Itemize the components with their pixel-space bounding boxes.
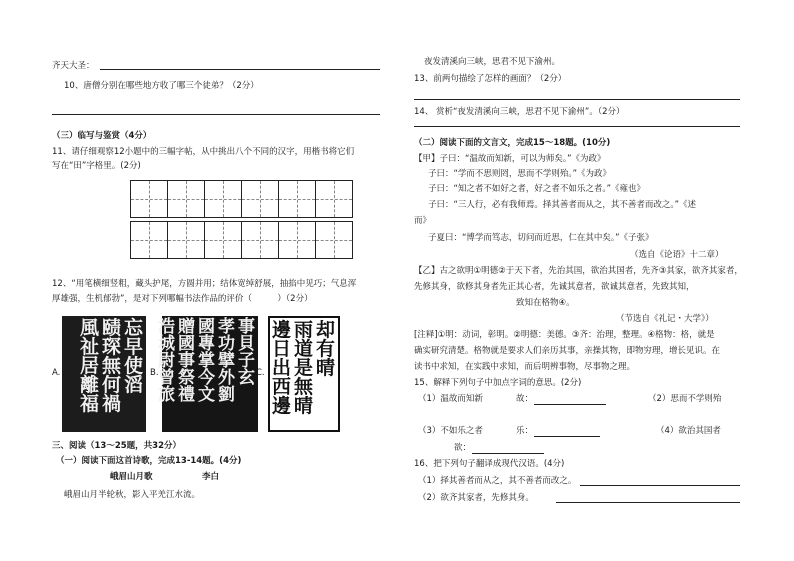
calligraphy-column: 浩 城 尉 曾 旅: [158, 317, 175, 405]
calligraphy-column: 却 有 晴: [315, 319, 335, 379]
tianzige-cell[interactable]: [130, 180, 168, 218]
question-11-line1: 11、请仔细观察12小题中的三幅字帖，从中挑出八个不同的汉字，用楷书将它们: [52, 147, 355, 157]
tianzige-cell[interactable]: [241, 180, 279, 218]
poem-author: 李白: [202, 472, 220, 482]
passage-yi-1: 【乙】古之欲明①明德②于天下者，先治其国，欲治其国者，先齐③其家，欲齐其家者，: [414, 266, 743, 276]
question-14: 14、 赏析“夜发清溪向三峡，思君不见下渝州”。（2分）: [414, 107, 625, 117]
question-16: 16、把下列句子翻译成现代汉语。(4分): [414, 459, 565, 469]
question-15: 15、解释下列句子中加点字词的意思。(2分): [414, 378, 582, 388]
passage-jia-3: 子曰：“知之者不如好之者，好之者不如乐之者。”《雍也》: [428, 184, 646, 194]
passage-jia-5: 子夏曰：“博学而笃志，切问而近思，仁在其中矣。”《子张》: [428, 233, 654, 243]
note-line-1: [注释]①明：动词，彰明。②明德：美德。③齐：治理，整理。④格物：格，就是: [414, 330, 715, 340]
answer-line[interactable]: [52, 114, 380, 115]
tianzige-cell[interactable]: [204, 180, 242, 218]
calligraphy-column: 國 專 掌 今 文: [198, 317, 215, 405]
qitian-label: 齐天大圣：: [52, 61, 95, 71]
question-13: 13、前两句描绘了怎样的画面？（2分）: [414, 74, 567, 84]
question-12-line1: 12、“用笔横细竖粗，藏头护尾，方圆并用；结体宽绰舒展，抽掐中见巧；气息浑: [52, 279, 357, 289]
option-c-label: C.: [256, 368, 265, 378]
reading-1-title: （一）阅读下面这首诗歌，完成13-14题。(4分): [56, 456, 242, 466]
section-3-title: （三）临写与鉴赏（4分）: [52, 131, 152, 141]
option-a-label: A.: [52, 368, 61, 378]
reading-title: 三、阅读（13～25题，共32分）: [52, 441, 181, 451]
calligraphy-column: 事 貝 子 玄: [238, 317, 255, 388]
answer-line[interactable]: [414, 126, 740, 127]
option-b-label: B.: [150, 368, 159, 378]
question-15-4: （4）欲治其国者: [656, 426, 721, 436]
note-line-2: 确实研究清楚。格物就是要求人们亲历其事，亲操其物，即物穷理，增长见识。在: [414, 346, 721, 356]
answer-line[interactable]: [472, 453, 544, 454]
question-15-2: （2）思而不学则殆: [648, 394, 722, 404]
calligraphy-column: 贈 國 事 祭 禮: [178, 317, 195, 405]
passage-jia-2: 子曰：“学而不思则罔，思而不学则殆。”《为政》: [428, 169, 612, 179]
answer-line[interactable]: [100, 69, 380, 70]
passage-yi-2: 先修其身，欲修其身者先正其心者，先诚其意者，欲诚其意者，先致其知，: [414, 282, 695, 292]
question-11-line2: 写在“田”字格里。(2分): [52, 161, 141, 171]
calligraphy-column: 赜 琛 無 何 禍: [101, 317, 121, 415]
note-line-3: 读书中求知，在实践中求知，而后明辨事物，尽事物之理。: [414, 362, 636, 372]
passage-yi-3: 致知在格物④。: [516, 298, 575, 308]
question-10: 10、唐僧分别在哪些地方收了哪三个徒弟？（2分）: [64, 81, 259, 91]
tianzige-row-2: [130, 221, 352, 259]
answer-line[interactable]: [414, 99, 740, 100]
calligraphy-column: 忘 早 使 滔: [123, 317, 143, 396]
passage-jia-1: 【甲】子曰：“温故而知新，可以为师矣。”《为政》: [414, 154, 606, 164]
question-16-1: （1）择其善者而从之，其不善者而改之。: [418, 476, 577, 486]
tianzige-row-1: [130, 180, 352, 218]
question-15-3-char: 乐：: [516, 426, 534, 436]
passage-jia-4: 子曰：“三人行，必有我师焉。择其善者而从之，其不善者而改之。”《述: [428, 200, 697, 210]
tianzige-cell[interactable]: [167, 221, 205, 259]
question-15-1: （1）温故而知新: [418, 394, 483, 404]
tianzige-cell[interactable]: [167, 180, 205, 218]
calligraphy-sample-a: [62, 316, 146, 432]
passage-yi-source: （节选自《礼记・大学》）: [616, 314, 714, 324]
tianzige-cell[interactable]: [278, 180, 316, 218]
tianzige-cell[interactable]: [241, 221, 279, 259]
passage-jia-source: （选自《论语》十二章）: [630, 250, 724, 260]
poem-line-2: 夜发清溪向三峡，思君不见下渝州。: [424, 57, 561, 67]
section-2-title: （二）阅读下面的文言文，完成15～18题。(10分): [414, 138, 611, 148]
calligraphy-sample-b: [158, 316, 258, 432]
calligraphy-column: 邊 日 出 西 邊: [271, 319, 291, 417]
question-15-4-char: 欲：: [454, 443, 472, 453]
question-15-1-char: 故：: [516, 394, 534, 404]
passage-jia-4b: 而》: [414, 216, 432, 226]
tianzige-cell[interactable]: [130, 221, 168, 259]
question-16-2: （2）欲齐其家者，先修其身。: [418, 493, 534, 503]
tianzige-cell[interactable]: [315, 180, 353, 218]
calligraphy-sample-c: [268, 316, 340, 432]
tianzige-cell[interactable]: [204, 221, 242, 259]
poem-line-1: 峨眉山月半轮秋，影入平羌江水流。: [64, 490, 201, 500]
answer-line[interactable]: [534, 436, 600, 437]
calligraphy-column: 孝 功 擘 外 劉: [218, 317, 235, 405]
answer-line[interactable]: [556, 502, 740, 503]
calligraphy-column: 風 祉 居 離 福: [79, 317, 99, 415]
tianzige-cell[interactable]: [278, 221, 316, 259]
answer-line[interactable]: [534, 404, 606, 405]
answer-line[interactable]: [580, 485, 740, 486]
question-15-3: （3）不如乐之者: [418, 426, 483, 436]
calligraphy-column: 雨 道 是 無 晴: [293, 319, 313, 417]
question-12-line2: 厚雄强，生机郁勃”，是对下列哪幅书法作品的评价（ ）（2分）: [52, 294, 313, 304]
tianzige-cell[interactable]: [315, 221, 353, 259]
poem-title: 峨眉山月歌: [110, 472, 153, 482]
